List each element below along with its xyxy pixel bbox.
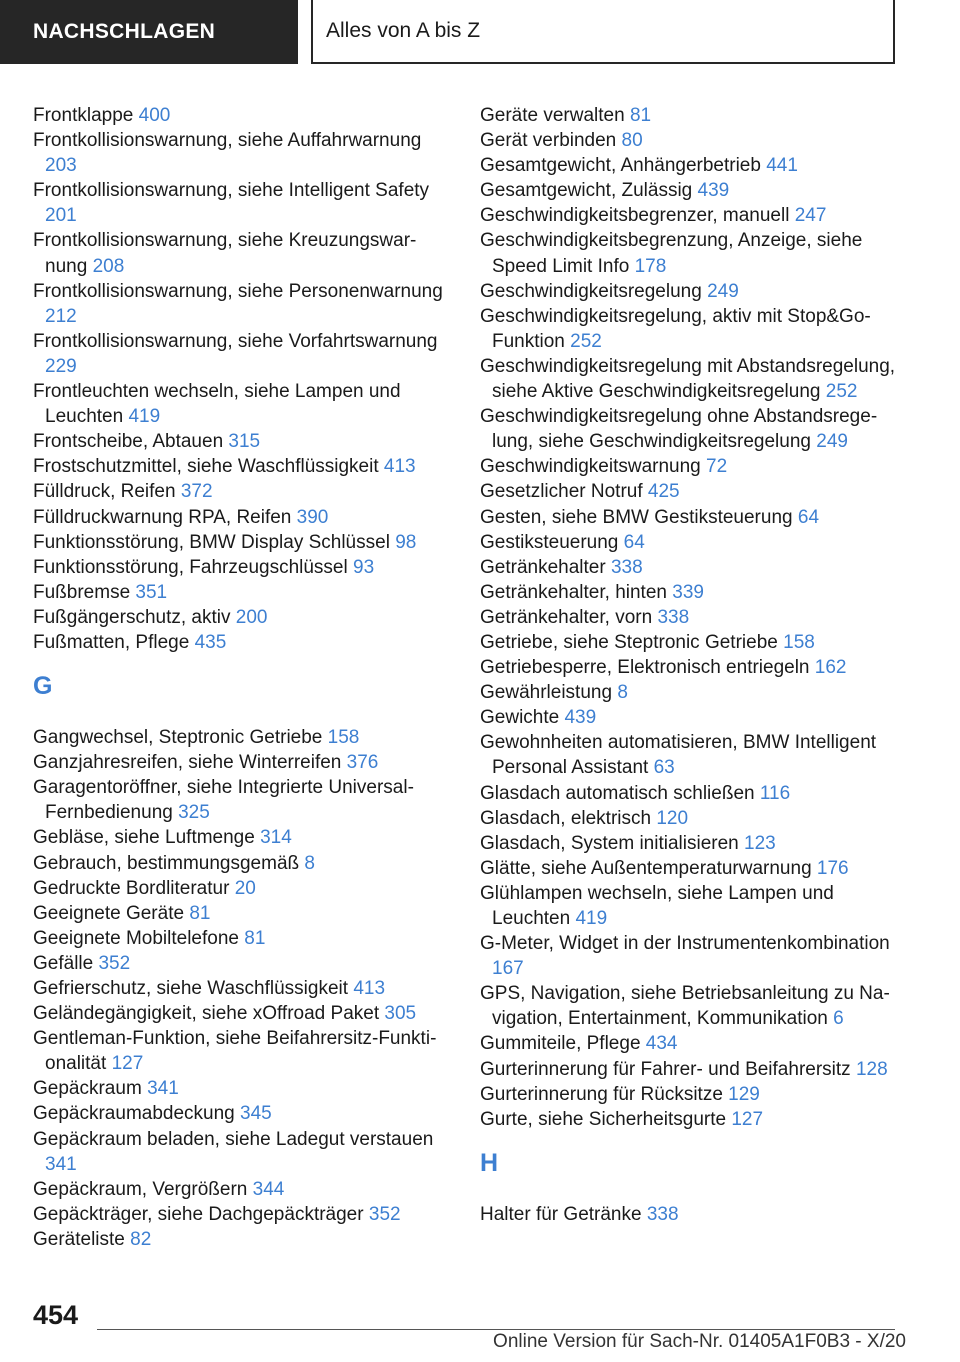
section-tab: NACHSCHLAGEN xyxy=(0,0,298,64)
page-reference-link[interactable]: 341 xyxy=(147,1078,179,1100)
index-entry xyxy=(33,178,448,228)
page-reference-link[interactable]: 341 xyxy=(45,1153,77,1175)
footer-divider xyxy=(97,1329,895,1330)
index-entry xyxy=(480,279,910,304)
page-reference-link[interactable]: 229 xyxy=(45,355,77,377)
index-entry xyxy=(480,228,910,278)
page-reference-link[interactable]: 176 xyxy=(816,857,849,879)
index-entry-term: Gerät verbinden xyxy=(480,130,617,152)
index-entry xyxy=(33,379,448,429)
page-reference-link[interactable]: 338 xyxy=(657,606,690,628)
page-reference-link[interactable]: 247 xyxy=(794,205,827,227)
index-entry xyxy=(480,881,910,931)
index-entry-term: Gepäckraumabdeckung xyxy=(33,1103,235,1125)
page-reference-link[interactable]: 81 xyxy=(189,902,211,924)
index-entry-term: Gebläse, siehe Luftmenge xyxy=(33,827,255,849)
index-entry-term: Frontkollisionswarnung, siehe Intelligent Safety xyxy=(33,180,430,202)
index-entry xyxy=(33,825,448,850)
index-entry-term: Fußmatten, Pflege xyxy=(33,631,190,653)
page-reference-link[interactable]: 390 xyxy=(296,506,329,528)
index-entry xyxy=(33,605,448,630)
index-entry-term: Gepäckraum beladen, siehe Ladegut verstauen xyxy=(33,1128,434,1150)
index-entry-term: Gebrauch, bestimmungsgemäß xyxy=(33,852,300,874)
page-reference-link[interactable]: 441 xyxy=(766,155,798,177)
index-entry-term: Gangwechsel, Steptronic Getriebe xyxy=(33,727,323,749)
index-entry-term: G-Meter, Widget in der Instrumentenkombination xyxy=(480,933,890,955)
index-entry-term: Geschwindigkeitsregelung ohne Abstandsregelung, siehe Geschwindigkeitsregelung xyxy=(480,406,878,453)
page-reference-link[interactable]: 167 xyxy=(492,958,524,980)
page-reference-link[interactable]: 127 xyxy=(731,1108,764,1130)
index-entry-term: GPS, Navigation, siehe Betriebsanleitung zu Navigation, Entertainment, Kommunikation xyxy=(480,983,890,1030)
page-reference-link[interactable]: 339 xyxy=(672,581,704,603)
index-entry-term: Garagentoröffner, siehe Integrierte UniversalFernbedienung xyxy=(33,777,414,824)
index-entry xyxy=(33,1001,448,1026)
index-entry-term: Geländegängigkeit, siehe xOffroad Paket xyxy=(33,1003,380,1025)
page-reference-link[interactable]: 338 xyxy=(646,1203,679,1225)
page-reference-link[interactable]: 252 xyxy=(570,330,602,352)
index-entry xyxy=(33,775,448,825)
index-entry-term: Getränkehalter, vorn xyxy=(480,606,653,628)
index-entry-term: Fülldruck, Reifen xyxy=(33,481,176,503)
page-reference-link[interactable]: 352 xyxy=(98,952,131,974)
page-reference-link[interactable]: 128 xyxy=(855,1058,888,1080)
page-reference-link[interactable]: 249 xyxy=(816,431,848,453)
page-reference-link[interactable]: 352 xyxy=(368,1203,401,1225)
page-reference-link[interactable]: 162 xyxy=(814,657,847,679)
page-reference-link[interactable]: 305 xyxy=(384,1003,417,1025)
page-reference-link[interactable]: 413 xyxy=(353,978,386,999)
page-reference-link[interactable]: 351 xyxy=(135,581,168,603)
index-entry xyxy=(480,605,910,630)
page-reference-link[interactable]: 419 xyxy=(128,406,161,428)
index-entry xyxy=(33,851,448,876)
index-entry xyxy=(33,1227,448,1252)
page-reference-link[interactable]: 344 xyxy=(252,1178,285,1200)
index-entry-term: Gurterinnerung für Fahrer- und Beifahrersitz xyxy=(480,1058,851,1080)
index-entry-term: Gewichte xyxy=(480,707,560,729)
index-entry xyxy=(33,329,448,379)
index-entry xyxy=(480,454,910,479)
page-reference-link[interactable]: 8 xyxy=(617,682,628,704)
index-entry xyxy=(33,1177,448,1202)
entry-list-h xyxy=(480,1202,910,1227)
index-entry xyxy=(33,128,448,178)
page-reference-link[interactable]: 200 xyxy=(235,606,268,628)
index-entry xyxy=(33,279,448,329)
index-entry-term: Glasdach, System initialisieren xyxy=(480,832,739,854)
page-reference-link[interactable]: 72 xyxy=(706,456,728,478)
page-reference-link[interactable]: 372 xyxy=(180,481,213,503)
index-entry-term: Glasdach automatisch schließen xyxy=(480,782,755,804)
page-reference-link[interactable]: 419 xyxy=(575,908,608,929)
index-entry xyxy=(480,530,910,555)
index-entry-term: Gewohnheiten automatisieren, BMW Intelligent Personal Assistant xyxy=(480,732,877,779)
index-entry xyxy=(480,128,910,153)
index-entry xyxy=(33,1026,448,1076)
index-entry-term: Gentleman-Funktion, siehe Beifahrersitz-Funktionalität xyxy=(33,1028,437,1075)
index-entry-term: Frontscheibe, Abtauen xyxy=(33,431,224,453)
page-reference-link[interactable]: 434 xyxy=(645,1033,678,1055)
entry-list-g xyxy=(33,725,448,1252)
index-entry xyxy=(33,505,448,530)
index-entry xyxy=(480,153,910,178)
index-entry xyxy=(33,555,448,580)
page-reference-link[interactable]: 203 xyxy=(45,155,77,177)
page-reference-link[interactable]: 315 xyxy=(228,431,261,453)
index-entry xyxy=(480,630,910,655)
index-entry xyxy=(33,1076,448,1101)
index-entry xyxy=(480,1107,910,1132)
index-entry xyxy=(33,1202,448,1227)
index-entry xyxy=(480,580,910,605)
page-reference-link[interactable]: 63 xyxy=(653,757,675,779)
page-reference-link[interactable]: 116 xyxy=(759,782,791,804)
chapter-title: Alles von A bis Z xyxy=(311,0,895,64)
entry-list-f xyxy=(33,103,448,655)
page-reference-link[interactable]: 129 xyxy=(728,1083,760,1105)
index-entry xyxy=(480,178,910,203)
index-entry xyxy=(33,951,448,976)
index-entry-term: Frontkollisionswarnung, siehe Vorfahrtswarnung xyxy=(33,330,438,352)
index-entry-term: Gepäckraum, Vergrößern xyxy=(33,1178,248,1200)
index-entry xyxy=(480,705,910,730)
index-entry-term: Gummiteile, Pflege xyxy=(480,1033,641,1055)
online-version-note: Online Version für Sach-Nr. 01405A1F0B3 - X/20 xyxy=(493,1331,906,1352)
index-entry-term: Funktionsstörung, Fahrzeugschlüssel xyxy=(33,556,348,578)
index-entry xyxy=(480,856,910,881)
page-reference-link[interactable]: 345 xyxy=(240,1103,272,1125)
index-entry-term: Geräteliste xyxy=(33,1228,125,1250)
page-reference-link[interactable]: 201 xyxy=(45,205,77,227)
index-entry-term: Gesamtgewicht, Anhängerbetrieb xyxy=(480,155,761,177)
page-reference-link[interactable]: 20 xyxy=(234,877,256,899)
index-entry xyxy=(480,354,910,404)
index-column-right xyxy=(480,103,910,1227)
index-entry-term: Glätte, siehe Außentemperaturwarnung xyxy=(480,857,812,879)
index-entry-term: Gurterinnerung für Rücksitze xyxy=(480,1083,723,1105)
page-reference-link[interactable]: 212 xyxy=(45,305,77,327)
index-entry-term: Geräte verwalten xyxy=(480,105,625,126)
index-entry xyxy=(33,926,448,951)
page-reference-link[interactable]: 64 xyxy=(623,531,645,553)
index-entry xyxy=(480,1031,910,1056)
index-entry-term: Gurte, siehe Sicherheitsgurte xyxy=(480,1108,727,1130)
page-reference-link[interactable]: 120 xyxy=(656,807,689,829)
index-entry-term: Geschwindigkeitsregelung xyxy=(480,280,702,302)
index-entry-term: Geschwindigkeitsregelung mit Abstandsregelung, siehe Aktive Geschwindigkeitsregelung xyxy=(480,355,896,403)
index-entry xyxy=(480,931,910,981)
index-entry-term: Frontkollisionswarnung, siehe Auffahrwarnung xyxy=(33,130,422,152)
page-reference-link[interactable]: 208 xyxy=(92,255,125,277)
entry-list-g-continued xyxy=(480,103,910,1132)
index-entry-term: Fußbremse xyxy=(33,581,131,603)
index-entry xyxy=(480,103,910,128)
index-entry-term: Getränkehalter xyxy=(480,556,606,578)
index-entry xyxy=(480,831,910,856)
section-letter-h: H xyxy=(480,1148,499,1177)
index-entry xyxy=(33,901,448,926)
page-reference-link[interactable]: 98 xyxy=(395,531,417,553)
index-entry-term: Gesten, siehe BMW Gestiksteuerung xyxy=(480,506,793,528)
index-entry-term: Frontleuchten wechseln, siehe Lampen und Leuchten xyxy=(33,381,401,428)
page-reference-link[interactable]: 249 xyxy=(707,280,739,302)
index-entry xyxy=(33,580,448,605)
index-entry xyxy=(33,1127,448,1177)
index-entry xyxy=(33,429,448,454)
page-reference-link[interactable]: 127 xyxy=(111,1053,144,1075)
section-letter-g: G xyxy=(33,672,53,701)
index-entry xyxy=(480,781,910,806)
index-entry xyxy=(480,505,910,530)
index-entry-term: Gesamtgewicht, Zulässig xyxy=(480,180,693,202)
index-entry-term: Frontklappe xyxy=(33,105,134,126)
index-entry-term: Gestiksteuerung xyxy=(480,531,619,553)
index-entry xyxy=(33,876,448,901)
page-header xyxy=(0,0,960,66)
index-entry xyxy=(480,680,910,705)
index-entry-term: Frontkollisionswarnung, siehe Kreuzungswarnung xyxy=(33,230,417,277)
index-entry xyxy=(33,454,448,479)
index-entry-term: Gedruckte Bordliteratur xyxy=(33,877,230,899)
index-entry-term: Halter für Getränke xyxy=(480,1203,642,1225)
index-entry-term: Glühlampen wechseln, siehe Lampen und Leuchten xyxy=(480,882,834,929)
page-reference-link[interactable]: 413 xyxy=(383,456,416,478)
page-reference-link[interactable]: 81 xyxy=(244,927,266,949)
index-entry-term: Glasdach, elektrisch xyxy=(480,807,652,829)
page-reference-link[interactable]: 93 xyxy=(353,556,375,578)
index-entry xyxy=(33,103,448,128)
index-entry-term: Geschwindigkeitswarnung xyxy=(480,456,701,478)
index-entry-term: Gewährleistung xyxy=(480,682,613,704)
index-entry xyxy=(33,630,448,655)
index-entry-term: Gepäckraum xyxy=(33,1078,142,1100)
index-entry-term: Gefälle xyxy=(33,952,94,974)
index-entry xyxy=(480,655,910,680)
index-entry-term: Geeignete Mobiltelefone xyxy=(33,927,239,949)
page-reference-link[interactable]: 325 xyxy=(178,802,210,824)
index-entry xyxy=(480,203,910,228)
index-entry xyxy=(480,730,910,780)
index-entry-term: Geschwindigkeitsbegrenzung, Anzeige, siehe Speed Limit Info xyxy=(480,230,863,277)
index-entry-term: Fußgängerschutz, aktiv xyxy=(33,606,231,628)
page-reference-link[interactable]: 400 xyxy=(138,105,171,126)
page-reference-link[interactable]: 376 xyxy=(346,752,379,774)
index-entry xyxy=(480,1202,910,1227)
index-entry xyxy=(480,1057,910,1082)
page-reference-link[interactable]: 439 xyxy=(697,180,730,202)
index-entry-term: Getriebe, siehe Steptronic Getriebe xyxy=(480,631,778,653)
index-entry-term: Gesetzlicher Notruf xyxy=(480,481,643,503)
page-reference-link[interactable]: 435 xyxy=(194,631,227,653)
page-reference-link[interactable]: 338 xyxy=(610,556,643,578)
index-entry-term: Geschwindigkeitsbegrenzer, manuell xyxy=(480,205,790,227)
page-reference-link[interactable]: 64 xyxy=(797,506,820,528)
page-reference-link[interactable]: 425 xyxy=(647,481,680,503)
index-entry-term: Gepäckträger, siehe Dachgepäckträger xyxy=(33,1203,364,1225)
index-entry xyxy=(33,976,448,1001)
page-reference-link[interactable]: 81 xyxy=(629,105,652,126)
index-entry xyxy=(480,555,910,580)
page-reference-link[interactable]: 158 xyxy=(327,727,360,749)
index-entry xyxy=(480,981,910,1031)
index-entry xyxy=(33,228,448,278)
index-entry xyxy=(480,304,910,354)
index-entry-term: Gefrierschutz, siehe Waschflüssigkeit xyxy=(33,978,349,999)
index-column-left xyxy=(33,103,448,1252)
page-reference-link[interactable]: 80 xyxy=(621,130,643,152)
index-entry xyxy=(480,479,910,504)
index-entry xyxy=(33,530,448,555)
page-reference-link[interactable]: 123 xyxy=(744,832,776,854)
page-reference-link[interactable]: 158 xyxy=(783,631,815,653)
index-entry-term: Geschwindigkeitsregelung, aktiv mit Stop&Go-Funktion xyxy=(480,305,871,352)
page-reference-link[interactable]: 6 xyxy=(833,1008,844,1030)
index-entry-term: Frostschutzmittel, siehe Waschflüssigkeit xyxy=(33,456,379,478)
index-entry-term: Geeignete Geräte xyxy=(33,902,185,924)
page-reference-link[interactable]: 8 xyxy=(304,852,315,874)
index-entry-term: Funktionsstörung, BMW Display Schlüssel xyxy=(33,531,390,553)
index-entry-term: Frontkollisionswarnung, siehe Personenwarnung xyxy=(33,280,443,302)
index-entry xyxy=(480,1082,910,1107)
index-entry-term: Ganzjahresreifen, siehe Winterreifen xyxy=(33,752,342,774)
page-reference-link[interactable]: 314 xyxy=(260,827,292,849)
index-entry xyxy=(33,750,448,775)
index-entry xyxy=(33,1101,448,1126)
index-entry-term: Getränkehalter, hinten xyxy=(480,581,667,603)
page-reference-link[interactable]: 252 xyxy=(825,381,858,403)
page-reference-link[interactable]: 178 xyxy=(634,255,667,277)
index-entry-term: Getriebesperre, Elektronisch entriegeln xyxy=(480,657,810,679)
index-entry xyxy=(480,806,910,831)
page-reference-link[interactable]: 82 xyxy=(130,1228,152,1250)
page-number: 454 xyxy=(33,1300,79,1330)
index-entry xyxy=(480,404,910,454)
page-reference-link[interactable]: 439 xyxy=(564,707,597,729)
index-entry xyxy=(33,479,448,504)
index-entry xyxy=(33,725,448,750)
index-entry-term: Fülldruckwarnung RPA, Reifen xyxy=(33,506,292,528)
